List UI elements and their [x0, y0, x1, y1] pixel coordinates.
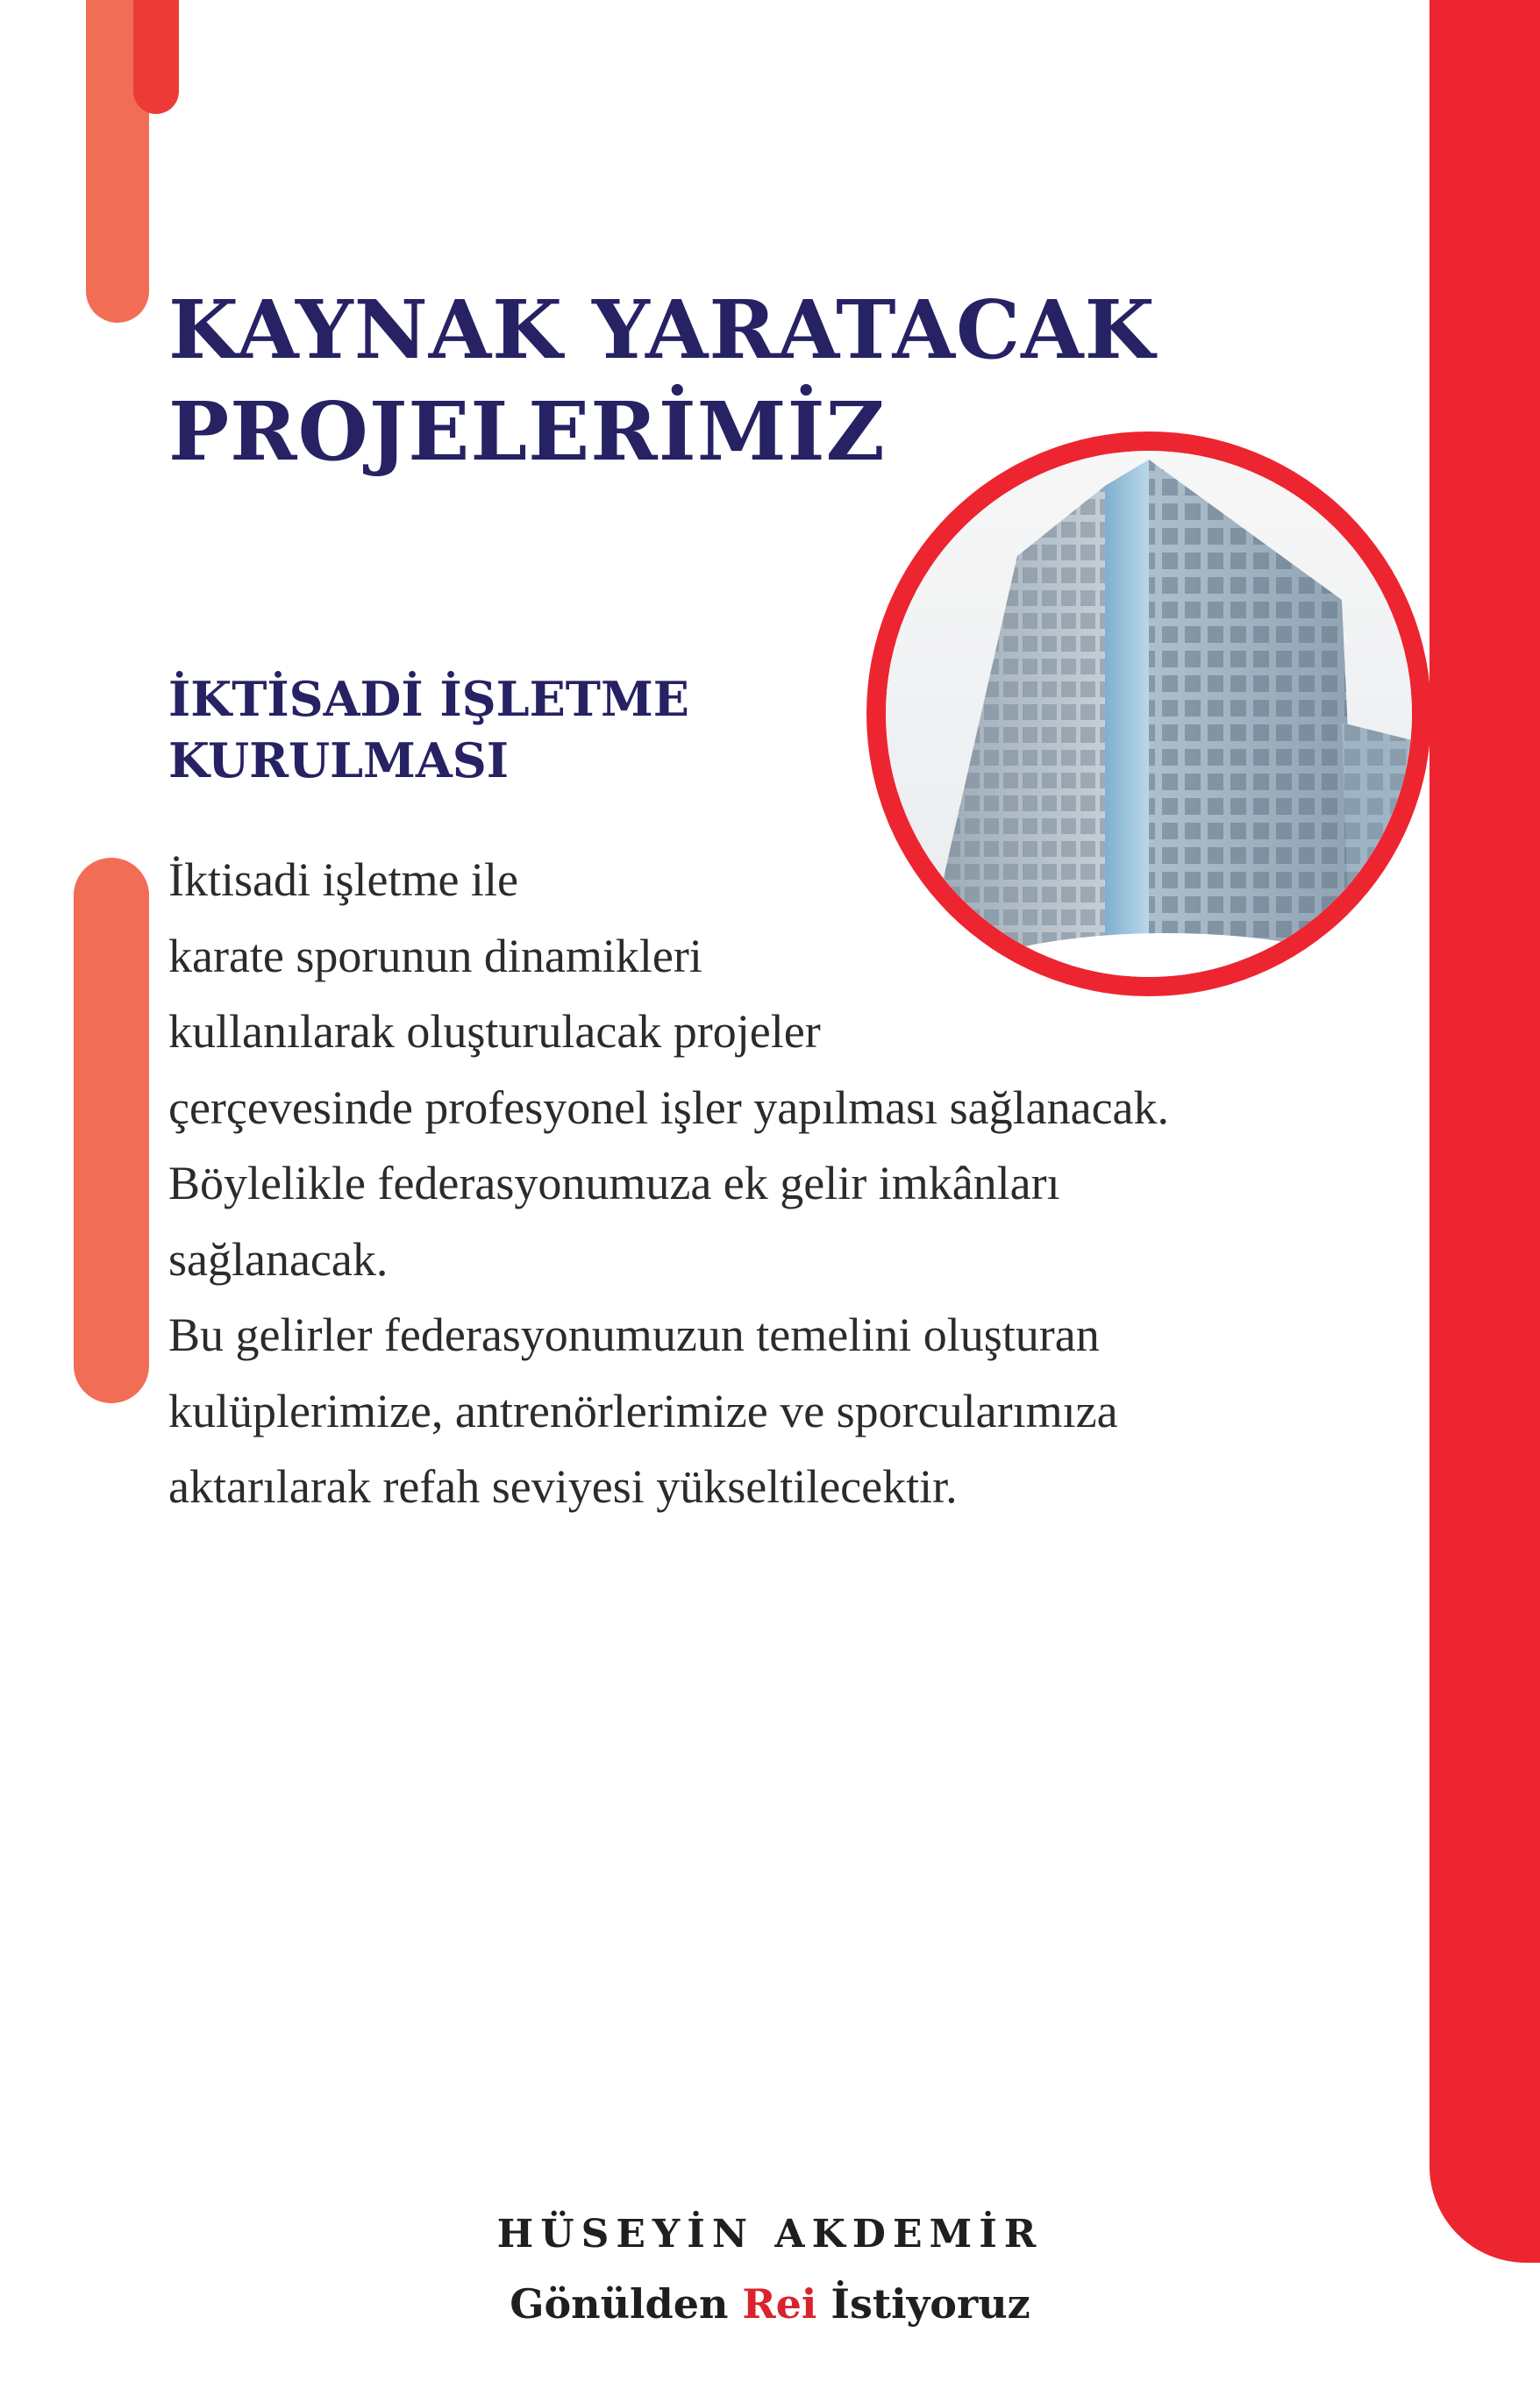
footer-slogan-accent: Rei	[742, 2280, 817, 2328]
body-paragraph	[168, 842, 1396, 1525]
decorative-pill-left	[74, 858, 149, 1403]
body-line: Bu gelirler federasyonumuzun temelini oluşturan	[168, 1309, 1100, 1361]
decorative-pill-top-accent	[133, 0, 179, 114]
body-line: aktarılarak refah seviyesi yükseltilecektir.	[168, 1460, 958, 1513]
body-line: kullanılarak oluşturulacak projeler	[168, 1005, 821, 1058]
page-title-line-1: KAYNAK YARATACAK	[168, 282, 1156, 377]
section-heading-line-1: İKTİSADİ İŞLETME	[168, 671, 689, 727]
footer-slogan-end: İstiyoruz	[816, 2280, 1030, 2328]
page-title-line-2: PROJELERİMİZ	[168, 384, 886, 479]
footer-slogan	[0, 2280, 1540, 2328]
body-line: İktisadi işletme ile	[168, 853, 518, 906]
body-line: sağlanacak.	[168, 1232, 389, 1286]
body-line: çerçevesinde profesyonel işler yapılması sağlanacak.	[168, 1080, 1170, 1134]
footer-candidate-name: HÜSEYİN AKDEMİR	[496, 2212, 1044, 2257]
section-heading	[168, 668, 870, 791]
footer-slogan-start: Gönülden	[510, 2280, 743, 2328]
decorative-red-stripe	[1429, 0, 1540, 2263]
section-heading-line-2: KURULMASI	[168, 732, 509, 788]
body-line: Böylelikle federasyonumuza ek gelir imkânları	[168, 1157, 1060, 1209]
body-line: karate sporunun dinamikleri	[168, 929, 702, 982]
body-line: kulüplerimize, antrenörlerimize ve sporcularımıza	[168, 1384, 1118, 1437]
